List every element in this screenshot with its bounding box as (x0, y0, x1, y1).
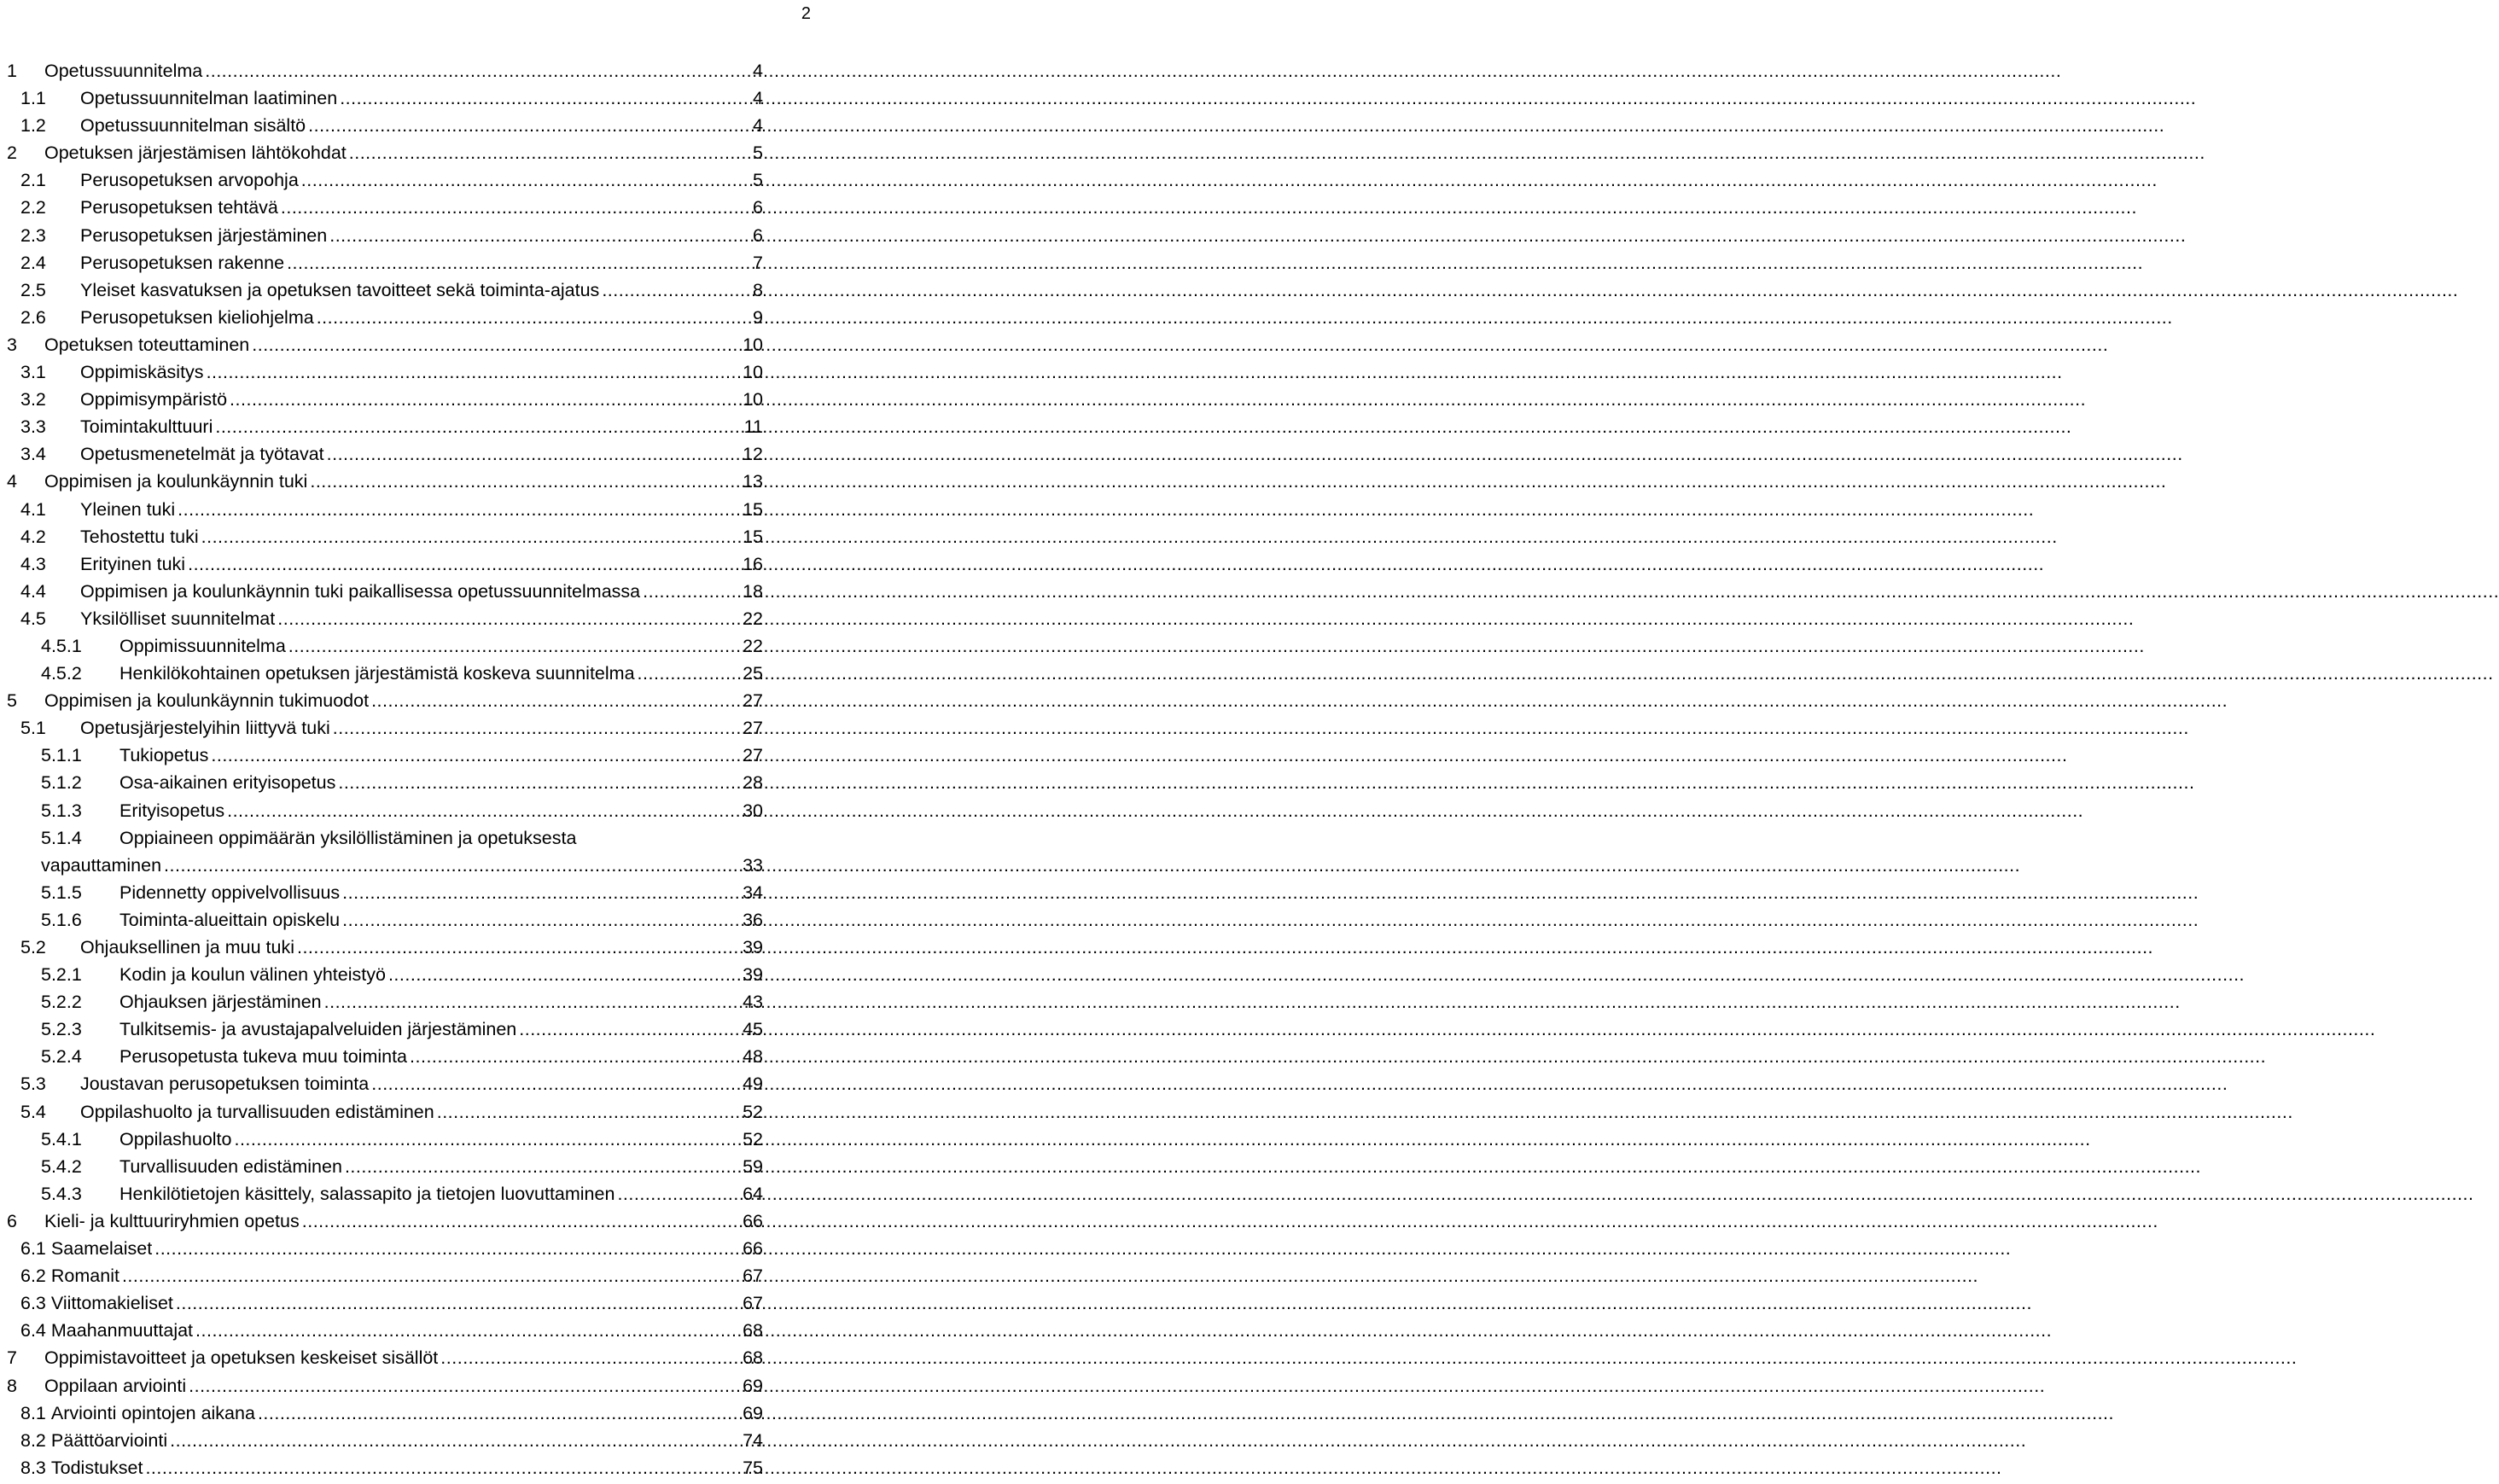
dot-leader (308, 114, 750, 137)
toc-entry-number: 1.2 (20, 115, 46, 137)
dot-leader (638, 662, 741, 684)
dot-leader (519, 1018, 740, 1040)
toc-entry-title: Perusopetuksen arvopohja (80, 170, 299, 191)
dot-leader (302, 1210, 740, 1232)
toc-entry-title: Päättöarviointi (50, 1429, 168, 1451)
dot-leader (340, 87, 750, 109)
toc-entry[interactable] (7, 1237, 763, 1265)
toc-entry-title: Ohjauksellinen ja muu tuki (80, 937, 294, 957)
toc-entry-title: Saamelaiset (50, 1238, 153, 1260)
dot-leader (440, 1347, 740, 1369)
toc-entry[interactable] (7, 963, 763, 991)
page-number: 2 (801, 4, 811, 23)
toc-entry-number: 6.3 (20, 1293, 46, 1314)
toc-entry-number: 5.1.6 (41, 909, 82, 930)
toc-entry-number: 5.1.5 (41, 882, 82, 903)
toc-entry-page: 68 (743, 1347, 763, 1369)
dot-leader (371, 1073, 740, 1095)
toc-entry-title: Tulkitsemis- ja avustajapalveluiden järjestäminen (119, 1019, 517, 1040)
toc-entry-number: 6.4 (20, 1320, 46, 1341)
toc-entry-title: Yksilölliset suunnitelmat (80, 608, 276, 629)
dot-leader (643, 580, 740, 602)
toc-entry-page: 67 (743, 1293, 763, 1314)
toc-entry-title: Pidennetty oppivelvollisuus (119, 882, 341, 903)
toc-entry-page: 5 (753, 170, 763, 191)
dot-leader (170, 1429, 740, 1452)
toc-entry-page: 6 (753, 197, 763, 218)
toc-entry[interactable] (7, 690, 763, 717)
dot-leader (252, 334, 740, 356)
toc-entry[interactable] (7, 936, 763, 963)
toc-entry-number: 2.6 (20, 306, 46, 328)
dot-leader (201, 526, 740, 548)
toc-entry[interactable] (7, 717, 763, 744)
toc-entry-page: 13 (743, 471, 763, 492)
toc-entry[interactable] (7, 306, 763, 334)
toc-entry-title: Maahanmuuttajat (50, 1320, 194, 1341)
toc-entry-number: 3.4 (20, 444, 46, 465)
toc-entry[interactable] (7, 635, 763, 662)
toc-entry-number: 6.1 (20, 1238, 46, 1260)
toc-entry[interactable] (7, 388, 763, 416)
dot-leader (371, 690, 740, 712)
toc-entry-title: Romanit (50, 1266, 119, 1287)
toc-entry-title: Toiminta-alueittain opiskelu (119, 909, 341, 930)
toc-entry-title: Arviointi opintojen aikana (50, 1402, 255, 1423)
toc-entry-number: 5.2.3 (41, 1019, 82, 1040)
toc-entry-page: 34 (743, 882, 763, 903)
toc-entry-number: 1 (7, 61, 17, 81)
toc-entry-page: 15 (743, 526, 763, 547)
toc-entry[interactable] (7, 1045, 763, 1073)
toc-entry-title: Perusopetuksen rakenne (80, 252, 285, 273)
toc-entry-title: Opetusjärjestelyihin liittyvä tuki (80, 718, 330, 739)
toc-entry-number: 4.4 (20, 580, 46, 602)
dot-leader (310, 470, 740, 492)
toc-entry-page: 75 (743, 1457, 763, 1478)
dot-leader (301, 169, 750, 191)
toc-entry[interactable] (7, 1457, 763, 1484)
toc-entry-page: 18 (743, 580, 763, 602)
toc-entry[interactable] (7, 443, 763, 470)
dot-leader (211, 744, 740, 766)
toc-entry-page: 67 (743, 1266, 763, 1287)
toc-entry-title: Henkilökohtainen opetuksen järjestämistä koskeva suunnitelma (119, 663, 635, 684)
toc-entry-title: Kieli- ja kulttuuriryhmien opetus (44, 1210, 300, 1231)
dot-leader (333, 717, 740, 739)
toc-entry-title: Turvallisuuden edistäminen (119, 1155, 342, 1177)
toc-entry-title: Opetuksen toteuttaminen (44, 334, 250, 355)
toc-entry-number: 5.1.4 (41, 827, 82, 848)
dot-leader (234, 1128, 740, 1150)
toc-entry-title: Opetussuunnitelman laatiminen (80, 88, 338, 109)
table-of-contents (7, 60, 763, 1484)
toc-entry-number: 2.4 (20, 252, 46, 273)
toc-entry-page: 27 (743, 690, 763, 712)
dot-leader (342, 909, 740, 931)
toc-entry-number: 3.3 (20, 416, 46, 438)
toc-entry-page: 66 (743, 1238, 763, 1260)
toc-entry-page: 49 (743, 1074, 763, 1095)
toc-entry-title: Opetusmenetelmät ja työtavat (80, 444, 324, 465)
dot-leader (227, 800, 740, 822)
toc-entry-number: 6.2 (20, 1266, 46, 1287)
toc-entry-number: 5.4.2 (41, 1155, 82, 1177)
toc-entry[interactable] (7, 1155, 763, 1183)
toc-entry-title: Ohjauksen järjestäminen (119, 992, 322, 1013)
dot-leader (178, 498, 740, 521)
toc-entry-page: 66 (743, 1210, 763, 1231)
dot-leader (349, 142, 750, 164)
toc-entry-page: 69 (743, 1375, 763, 1396)
toc-entry-number: 5.3 (20, 1074, 46, 1095)
toc-entry-number: 2.3 (20, 224, 46, 246)
toc-entry-title: Perusopetuksen kieliohjelma (80, 306, 314, 328)
toc-entry-page: 68 (743, 1320, 763, 1341)
dot-leader (342, 882, 740, 904)
toc-entry-title: Tehostettu tuki (80, 526, 199, 547)
toc-entry-number: 8.3 (20, 1457, 46, 1478)
toc-entry[interactable] (7, 580, 763, 608)
toc-entry-page: 48 (743, 1046, 763, 1068)
toc-entry-title: Todistukset (50, 1457, 143, 1478)
toc-entry-number: 5.1.3 (41, 800, 82, 821)
toc-entry[interactable] (7, 1429, 763, 1457)
dot-leader (324, 991, 740, 1013)
dot-leader (205, 60, 750, 82)
toc-entry[interactable] (7, 1319, 763, 1347)
dot-leader (317, 306, 750, 329)
toc-entry-page: 64 (743, 1183, 763, 1204)
toc-entry[interactable] (7, 252, 763, 279)
toc-entry-title: Opetussuunnitelma (44, 61, 203, 81)
toc-entry[interactable] (7, 553, 763, 580)
toc-entry-page: 7 (753, 252, 763, 273)
toc-entry-number: 4.2 (20, 526, 46, 547)
toc-entry-number: 2.5 (20, 279, 46, 300)
toc-entry-title: Oppiaineen oppimäärän yksilöllistäminen ja opetuksesta (119, 827, 577, 848)
toc-entry-page: 69 (743, 1402, 763, 1423)
toc-entry-number: 3.2 (20, 389, 46, 410)
toc-entry-page: 6 (753, 224, 763, 246)
toc-entry-title: Oppimisen ja koulunkäynnin tukimuodot (44, 690, 370, 712)
toc-entry[interactable] (7, 526, 763, 553)
dot-leader (145, 1457, 740, 1479)
dot-leader (230, 388, 740, 410)
toc-entry-page: 74 (743, 1429, 763, 1451)
toc-entry-number: 5.2.1 (41, 964, 82, 986)
dot-leader (281, 196, 750, 218)
toc-entry[interactable] (7, 361, 763, 388)
toc-entry-number: 4.5.2 (41, 663, 82, 684)
toc-entry-title: Opetussuunnitelman sisältö (80, 115, 306, 137)
dot-leader (329, 224, 750, 247)
toc-entry-title: Oppimisen ja koulunkäynnin tuki (44, 471, 308, 492)
toc-entry-number: 8 (7, 1375, 17, 1396)
toc-entry-page: 15 (743, 498, 763, 520)
toc-entry[interactable] (7, 1101, 763, 1128)
toc-entry-title: Oppilashuolto (119, 1128, 232, 1149)
dot-leader (154, 1237, 740, 1260)
toc-entry-title: Kodin ja koulun välinen yhteistyö (119, 964, 386, 986)
toc-entry-page: 4 (753, 61, 763, 81)
dot-leader (437, 1101, 740, 1123)
toc-entry[interactable] (7, 1265, 763, 1292)
dot-leader (297, 936, 740, 958)
toc-entry[interactable] (7, 416, 763, 443)
toc-entry[interactable] (7, 827, 763, 882)
dot-leader (195, 1319, 740, 1341)
toc-entry-page: 25 (743, 663, 763, 684)
toc-entry-number: 5.1.2 (41, 772, 82, 794)
toc-entry-number: 5.1.1 (41, 745, 82, 766)
toc-entry[interactable] (7, 744, 763, 771)
toc-entry[interactable] (7, 991, 763, 1018)
toc-entry[interactable] (7, 1292, 763, 1319)
dot-leader (410, 1045, 740, 1068)
toc-entry-title: Oppilaan arviointi (44, 1375, 187, 1396)
toc-entry-number: 5.4.3 (41, 1183, 82, 1204)
toc-entry-number: 5.4 (20, 1101, 46, 1122)
toc-entry[interactable] (7, 771, 763, 799)
toc-entry-number: 8.2 (20, 1429, 46, 1451)
toc-entry-title: Oppimisympäristö (80, 389, 228, 410)
dot-leader (188, 553, 740, 575)
toc-entry-title: Tukiopetus (119, 745, 209, 766)
toc-entry-page: 52 (743, 1128, 763, 1149)
toc-entry-title: Oppimisen ja koulunkäynnin tuki paikallisessa opetussuunnitelmassa (80, 580, 641, 602)
toc-entry[interactable] (7, 1210, 763, 1237)
toc-entry[interactable] (7, 909, 763, 936)
toc-entry-title: Oppimissuunnitelma (119, 635, 286, 656)
toc-entry[interactable] (7, 608, 763, 635)
dot-leader (122, 1265, 740, 1287)
toc-entry-page: 36 (743, 909, 763, 930)
toc-entry[interactable] (7, 169, 763, 196)
toc-entry-title-continued: vapauttaminen (41, 854, 162, 876)
toc-entry-page: 10 (743, 362, 763, 383)
toc-entry[interactable] (7, 1073, 763, 1100)
toc-entry-number: 1.1 (20, 88, 46, 109)
toc-entry-page: 5 (753, 143, 763, 164)
toc-entry-number: 2 (7, 143, 17, 164)
toc-entry-number: 4.1 (20, 498, 46, 520)
toc-entry[interactable] (7, 1347, 763, 1374)
toc-entry[interactable] (7, 87, 763, 114)
toc-entry-page: 22 (743, 635, 763, 656)
toc-entry[interactable] (7, 498, 763, 526)
toc-entry[interactable] (7, 662, 763, 690)
dot-leader (327, 443, 740, 465)
toc-entry-page: 39 (743, 937, 763, 957)
dot-leader (215, 416, 741, 438)
toc-entry-title: Oppimistavoitteet ja opetuksen keskeiset sisällöt (44, 1347, 439, 1369)
toc-entry-number: 6 (7, 1210, 17, 1231)
toc-entry[interactable] (7, 470, 763, 498)
toc-entry-title: Yleinen tuki (80, 498, 176, 520)
toc-entry[interactable] (7, 1128, 763, 1155)
toc-entry-page: 10 (743, 389, 763, 410)
toc-entry-number: 4 (7, 471, 17, 492)
dot-leader (338, 771, 740, 794)
dot-leader (164, 854, 740, 876)
toc-entry-page: 16 (743, 553, 763, 574)
toc-entry-page: 30 (743, 800, 763, 821)
toc-entry[interactable] (7, 279, 763, 306)
toc-entry-number: 7 (7, 1347, 17, 1369)
dot-leader (602, 279, 750, 301)
dot-leader (288, 635, 740, 657)
toc-entry-number: 5.2.4 (41, 1046, 82, 1068)
toc-entry[interactable] (7, 142, 763, 169)
toc-entry-page: 27 (743, 718, 763, 739)
toc-entry-page: 43 (743, 992, 763, 1013)
toc-entry-title: Perusopetuksen järjestäminen (80, 224, 328, 246)
toc-entry-page: 12 (743, 444, 763, 465)
toc-entry-number: 4.5.1 (41, 635, 82, 656)
toc-entry-page: 52 (743, 1101, 763, 1122)
toc-entry-title: Erityinen tuki (80, 553, 186, 574)
toc-entry-number: 5 (7, 690, 17, 712)
toc-entry-title: Joustavan perusopetuksen toiminta (80, 1074, 370, 1095)
toc-entry-number: 3 (7, 334, 17, 355)
toc-entry-page: 9 (753, 306, 763, 328)
toc-entry[interactable] (7, 334, 763, 361)
toc-entry-page: 4 (753, 115, 763, 137)
toc-entry-title: Osa-aikainen erityisopetus (119, 772, 336, 794)
toc-entry-number: 4.3 (20, 553, 46, 574)
toc-entry-page: 4 (753, 88, 763, 109)
dot-leader (189, 1375, 740, 1397)
dot-leader (617, 1183, 740, 1205)
dot-leader (277, 608, 740, 630)
dot-leader (388, 963, 740, 986)
toc-entry-page: 33 (743, 854, 763, 876)
toc-entry-number: 5.4.1 (41, 1128, 82, 1149)
dot-leader (207, 361, 741, 383)
toc-entry-number: 3.1 (20, 362, 46, 383)
toc-entry-title: Perusopetusta tukeva muu toiminta (119, 1046, 408, 1068)
toc-entry-page: 22 (743, 608, 763, 629)
toc-entry-number: 5.2 (20, 937, 46, 957)
toc-entry-page: 28 (743, 772, 763, 794)
toc-entry-page: 39 (743, 964, 763, 986)
toc-entry-page: 11 (743, 416, 763, 438)
toc-entry-page: 59 (743, 1155, 763, 1177)
toc-entry-number: 4.5 (20, 608, 46, 629)
toc-entry-page: 8 (753, 279, 763, 300)
toc-entry[interactable] (7, 224, 763, 252)
toc-entry[interactable] (7, 1402, 763, 1429)
dot-leader (176, 1292, 740, 1314)
dot-leader (258, 1402, 740, 1424)
toc-entry[interactable] (7, 1018, 763, 1045)
toc-entry[interactable] (7, 196, 763, 224)
toc-entry-title: Oppimiskäsitys (80, 362, 204, 383)
toc-entry[interactable] (7, 1375, 763, 1402)
toc-entry-number: 5.2.2 (41, 992, 82, 1013)
toc-entry-number: 8.1 (20, 1402, 46, 1423)
toc-entry-number: 2.2 (20, 197, 46, 218)
toc-entry-number: 2.1 (20, 170, 46, 191)
dot-leader (345, 1155, 740, 1178)
toc-entry-page: 45 (743, 1019, 763, 1040)
toc-entry[interactable] (7, 1183, 763, 1210)
toc-entry-title: Yleiset kasvatuksen ja opetuksen tavoitteet sekä toiminta-ajatus (80, 279, 600, 300)
toc-entry-number: 5.1 (20, 718, 46, 739)
toc-entry[interactable] (7, 882, 763, 909)
toc-entry-title: Henkilötietojen käsittely, salassapito ja tietojen luovuttaminen (119, 1183, 615, 1204)
toc-entry-page: 10 (743, 334, 763, 355)
toc-entry[interactable] (7, 114, 763, 142)
toc-entry-title: Oppilashuolto ja turvallisuuden edistäminen (80, 1101, 434, 1122)
toc-entry-title: Erityisopetus (119, 800, 225, 821)
toc-entry[interactable] (7, 60, 763, 87)
toc-entry-page: 27 (743, 745, 763, 766)
dot-leader (287, 252, 750, 274)
toc-entry[interactable] (7, 800, 763, 827)
toc-entry-title: Viittomakieliset (50, 1293, 173, 1314)
toc-entry-title: Toimintakulttuuri (80, 416, 213, 438)
toc-entry-title: Perusopetuksen tehtävä (80, 197, 278, 218)
toc-entry-title: Opetuksen järjestämisen lähtökohdat (44, 143, 347, 164)
